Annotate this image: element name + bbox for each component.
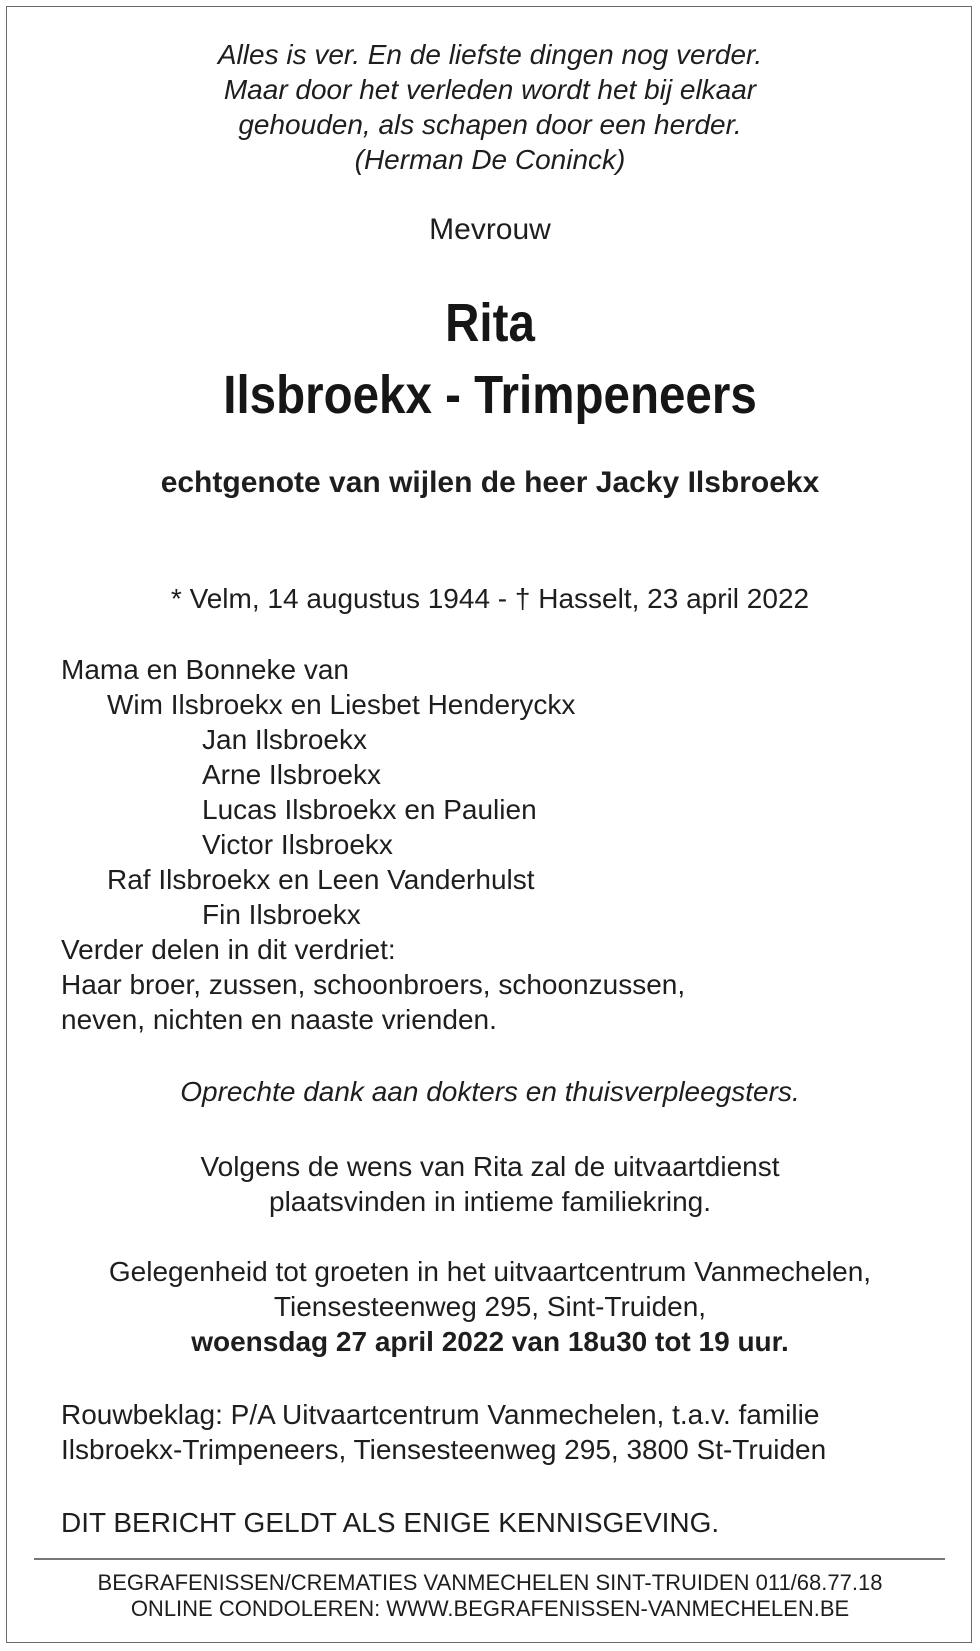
funeral-wish xyxy=(7,1149,973,1219)
first-name: Rita xyxy=(445,293,535,353)
spouse-line: echtgenote van wijlen de heer Jacky Ilsbroekx xyxy=(160,466,820,499)
visitation-address: Tiensesteenweg 295, Sint-Truiden, xyxy=(273,1291,707,1322)
funeral-home-footer xyxy=(7,1570,973,1622)
condolence-line: Ilsbroekx-Trimpeneers, Tiensesteenweg 295, 3800 St-Truiden xyxy=(61,1434,827,1465)
quote-block xyxy=(7,37,973,177)
wish-line: Volgens de wens van Rita zal de uitvaartdienst xyxy=(200,1151,780,1182)
grandchild-entry: Arne Ilsbroekx xyxy=(202,759,381,790)
child-entry: Wim Ilsbroekx en Liesbet Henderyckx xyxy=(107,689,576,720)
wish-line: plaatsvinden in intieme familiekring. xyxy=(269,1186,711,1217)
family-further: Verder delen in dit verdriet: xyxy=(61,934,396,965)
visitation-time: woensdag 27 april 2022 van 18u30 tot 19 uur. xyxy=(191,1326,789,1357)
condolence-address xyxy=(61,1397,826,1467)
footer-contact: BEGRAFENISSEN/CREMATIES VANMECHELEN SINT-TRUIDEN 011/68.77.18 xyxy=(97,1570,883,1595)
grandchild-entry: Jan Ilsbroekx xyxy=(202,724,367,755)
family-intro: Mama en Bonneke van xyxy=(61,654,349,685)
thanks-line: Oprechte dank aan dokters en thuisverpleegsters. xyxy=(180,1076,800,1107)
child-entry: Raf Ilsbroekx en Leen Vanderhulst xyxy=(107,864,535,895)
visitation-line: Gelegenheid tot groeten in het uitvaartcentrum Vanmechelen, xyxy=(108,1256,872,1287)
grandchild-entry: Lucas Ilsbroekx en Paulien xyxy=(202,794,537,825)
quote-author: (Herman De Coninck) xyxy=(354,144,626,175)
footer-website: ONLINE CONDOLEREN: WWW.BEGRAFENISSEN-VANMECHELEN.BE xyxy=(130,1596,850,1621)
footer-divider xyxy=(34,1558,945,1560)
birth-death-dates: * Velm, 14 augustus 1944 - † Hasselt, 23 april 2022 xyxy=(170,583,810,614)
grandchild-entry: Victor Ilsbroekx xyxy=(202,829,393,860)
grandchild-entry: Fin Ilsbroekx xyxy=(202,899,361,930)
family-list xyxy=(61,652,685,1037)
notice-line: DIT BERICHT GELDT ALS ENIGE KENNISGEVING. xyxy=(61,1507,720,1538)
obituary-card xyxy=(6,6,972,1643)
honorific: Mevrouw xyxy=(429,213,551,246)
family-others: neven, nichten en naaste vrienden. xyxy=(61,1004,497,1035)
last-name: Ilsbroekx - Trimpeneers xyxy=(223,365,757,425)
quote-line: Maar door het verleden wordt het bij elkaar xyxy=(223,74,757,105)
family-others: Haar broer, zussen, schoonbroers, schoonzussen, xyxy=(61,969,686,1000)
quote-line: Alles is ver. En de liefste dingen nog verder. xyxy=(217,39,763,70)
quote-line: gehouden, als schapen door een herder. xyxy=(238,109,742,140)
deceased-name xyxy=(65,287,915,431)
visitation-info xyxy=(7,1254,973,1359)
condolence-line: Rouwbeklag: P/A Uitvaartcentrum Vanmechelen, t.a.v. familie xyxy=(61,1399,820,1430)
